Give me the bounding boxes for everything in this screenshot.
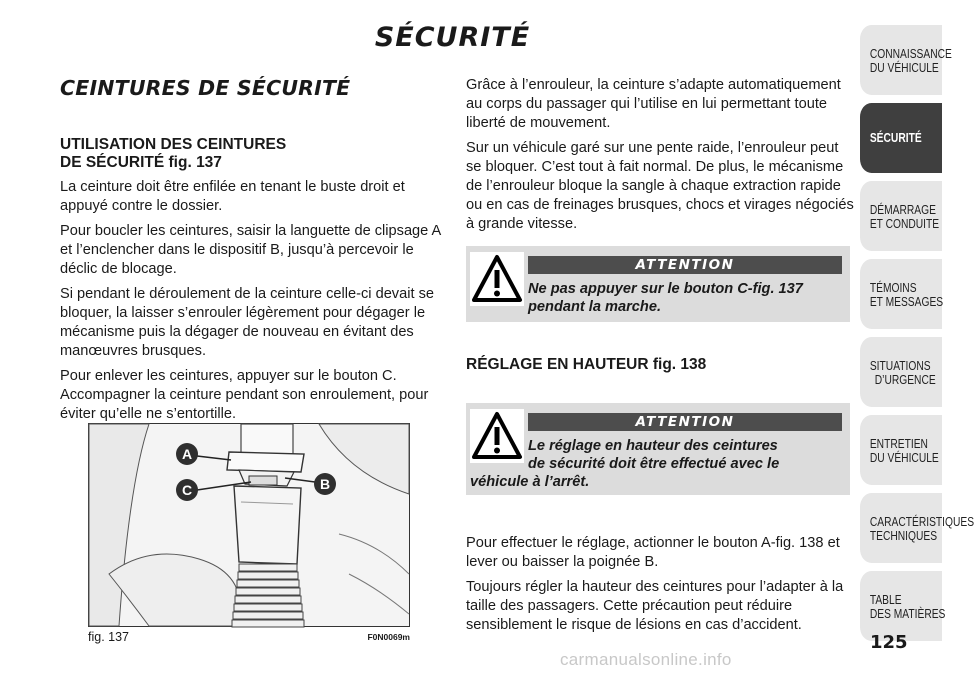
sub-heading-line-1: UTILISATION DES CEINTURES [60,136,287,153]
tab-label: TÉMOINS [869,281,917,295]
paragraph: Pour boucler les ceintures, saisir la languette de clipsage A et l’enclencher dans le dispositif B, jusqu’à percevoir le déclic de blocage. [60,223,441,277]
warning-text [470,437,842,491]
warning-box [466,403,850,495]
paragraph: Pour enlever les ceintures, appuyer sur le bouton C. Accompagner la ceinture pendant son enroulement, pour éviter qu’elle ne s’entortille. [60,368,429,422]
tab-label: DU VÉHICULE [869,61,939,75]
page-title: SÉCURITÉ [374,22,531,53]
figure-code: F0N0069m [367,632,410,642]
tab-label: ET MESSAGES [869,295,944,309]
tab-connaissance-vehicule[interactable] [860,25,952,95]
paragraph: Toujours régler la hauteur des ceintures pour l’adapter à la taille des passagers. Cette précaution peut réduire sensiblement le risque de lésions en cas d’accident. [466,579,844,633]
figure-caption-text: fig. 137 [88,630,130,644]
right-column-top [466,76,856,240]
sub-heading [60,136,445,172]
warning-text-line-3: véhicule à l’arrêt. [470,474,590,490]
warning-text-line-2: de sécurité doit être effectué avec le [528,456,780,472]
seatbelt-figure [88,423,410,627]
tab-temoins-messages[interactable] [860,259,942,329]
paragraph: Sur un véhicule garé sur une pente raide, l’enrouleur peut se bloquer. C’est tout à fait normal. De plus, le mécanisme de l’enrouleur bloque la sangle à chaque extraction rapide ou en cas de freinages brusques, chocs et virages négociés à grande vitesse. [466,140,854,232]
tab-label: TABLE [869,593,902,607]
paragraph: Si pendant le déroulement de la ceinture celle-ci devait se bloquer, la laisser s’enrouler légèrement pour dégager le mécanisme puis la dégager de nouveau en évitant des manœuvres brusques. [60,286,434,359]
sub-heading-height-adjust: RÉGLAGE EN HAUTEUR fig. 138 [466,356,707,373]
page-number: 125 [870,632,908,653]
tab-securite[interactable] [860,103,942,173]
watermark: carmanualsonline.info [560,650,732,669]
label-c: C [181,482,193,498]
warning-text: Ne pas appuyer sur le bouton C-fig. 137 pendant la marche. [528,281,803,315]
tab-label: CONNAISSANCE [869,47,952,61]
label-a: A [181,446,193,462]
warning-label: ATTENTION [528,413,842,431]
warning-triangle-icon [470,409,524,463]
tab-label: D’URGENCE [874,373,936,387]
paragraph: La ceinture doit être enfilée en tenant le buste droit et appuyé contre le dossier. [60,179,405,214]
warning-triangle-icon [470,252,524,306]
section-heading: CEINTURES DE SÉCURITÉ [60,76,351,100]
seatbelt-illustration [89,424,409,626]
paragraph: Grâce à l’enrouleur, la ceinture s’adapte automatiquement au corps du passager qui l’utilise en lui permettant toute liberté de mouvement. [466,77,841,131]
label-b: B [319,476,331,492]
tab-situations-urgence[interactable] [860,337,942,407]
paragraph: Pour effectuer le réglage, actionner le bouton A-fig. 138 et lever ou baisser la poignée B. [466,535,840,570]
sub-heading-line-2: DE SÉCURITÉ fig. 137 [60,154,222,171]
tab-table-matieres[interactable] [860,571,946,641]
tab-caracteristiques-techniques[interactable] [860,493,974,563]
tab-label: SÉCURITÉ [869,131,922,145]
tab-label: ENTRETIEN [869,437,928,451]
tab-label: TECHNIQUES [869,529,938,543]
tab-label: ET CONDUITE [869,217,940,231]
warning-label: ATTENTION [528,256,842,274]
tab-label: DU VÉHICULE [869,451,939,465]
tab-label: DÉMARRAGE [869,203,936,217]
tab-demarrage-conduite[interactable] [860,181,942,251]
left-column [60,70,445,430]
tab-label: CARACTÉRISTIQUES [869,515,974,529]
right-column-bottom [466,534,856,641]
warning-text-line-1: Le réglage en hauteur des ceintures [528,438,778,454]
warning-box [466,246,850,322]
figure-caption [88,630,410,644]
tab-label: DES MATIÈRES [869,607,946,621]
tab-label: SITUATIONS [869,359,931,373]
tab-entretien-vehicule[interactable] [860,415,942,485]
